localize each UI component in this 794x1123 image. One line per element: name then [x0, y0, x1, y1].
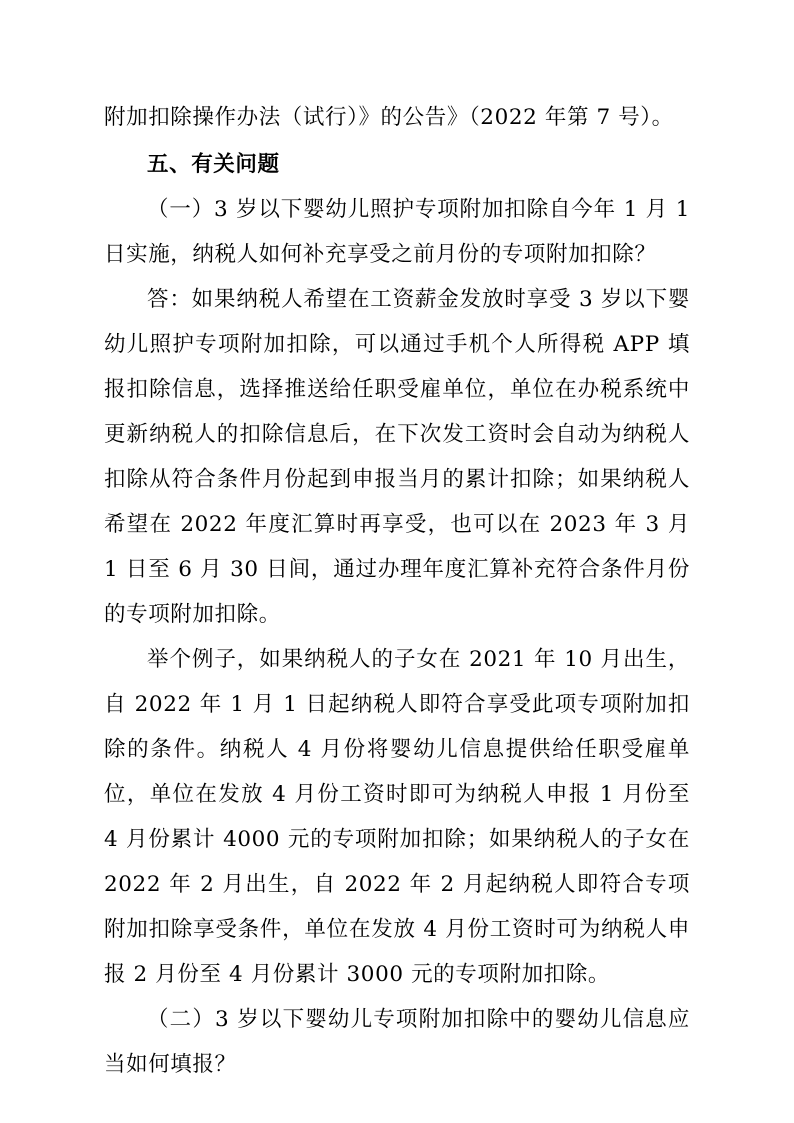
section-heading: 五、有关问题 — [147, 152, 280, 177]
document-body — [104, 95, 690, 1087]
question-one: （一）3 岁以下婴幼儿照护专项附加扣除自今年 1 月 1 日实施，纳税人如何补充享受之前月份的专项附加扣除？ — [104, 197, 690, 267]
paragraph-continuation: 附加扣除操作办法（试行）》的公告》（2022 年第 7 号）。 — [104, 105, 674, 130]
answer-one: 答：如果纳税人希望在工资薪金发放时享受 3 岁以下婴幼儿照护专项附加扣除，可以通过手机个人所得税 APP 填报扣除信息，选择推送给任职受雇单位，单位在办税系统中更新纳税人的扣除信息后，在下次发工资时会自动为纳税人扣除从符合条件月份起到申报当月的累计扣除；如果纳税人希望在 2022 年度汇算时再享受，也可以在 2023 年 3 月 1 日至 6 月 30 日间，通过办理年度汇算补充符合条件月份的专项附加扣除。 — [104, 287, 690, 627]
answer-one-example: 举个例子，如果纳税人的子女在 2021 年 10 月出生，自 2022 年 1 月 1 日起纳税人即符合享受此项专项附加扣除的条件。纳税人 4 月份将婴幼儿信息提供给任职受雇单位，单位在发放 4 月份工资时即可为纳税人申报 1 月份至 4 月份累计 4000 元的专项附加扣除；如果纳税人的子女在 2022 年 2 月出生，自 2022 年 2 月起纳税人即符合专项附加扣除享受条件，单位在发放 4 月份工资时可为纳税人申报 2 月份至 4 月份累计 3000 元的专项附加扣除。 — [104, 647, 690, 987]
question-two: （二）3 岁以下婴幼儿专项附加扣除中的婴幼儿信息应当如何填报？ — [104, 1007, 690, 1077]
